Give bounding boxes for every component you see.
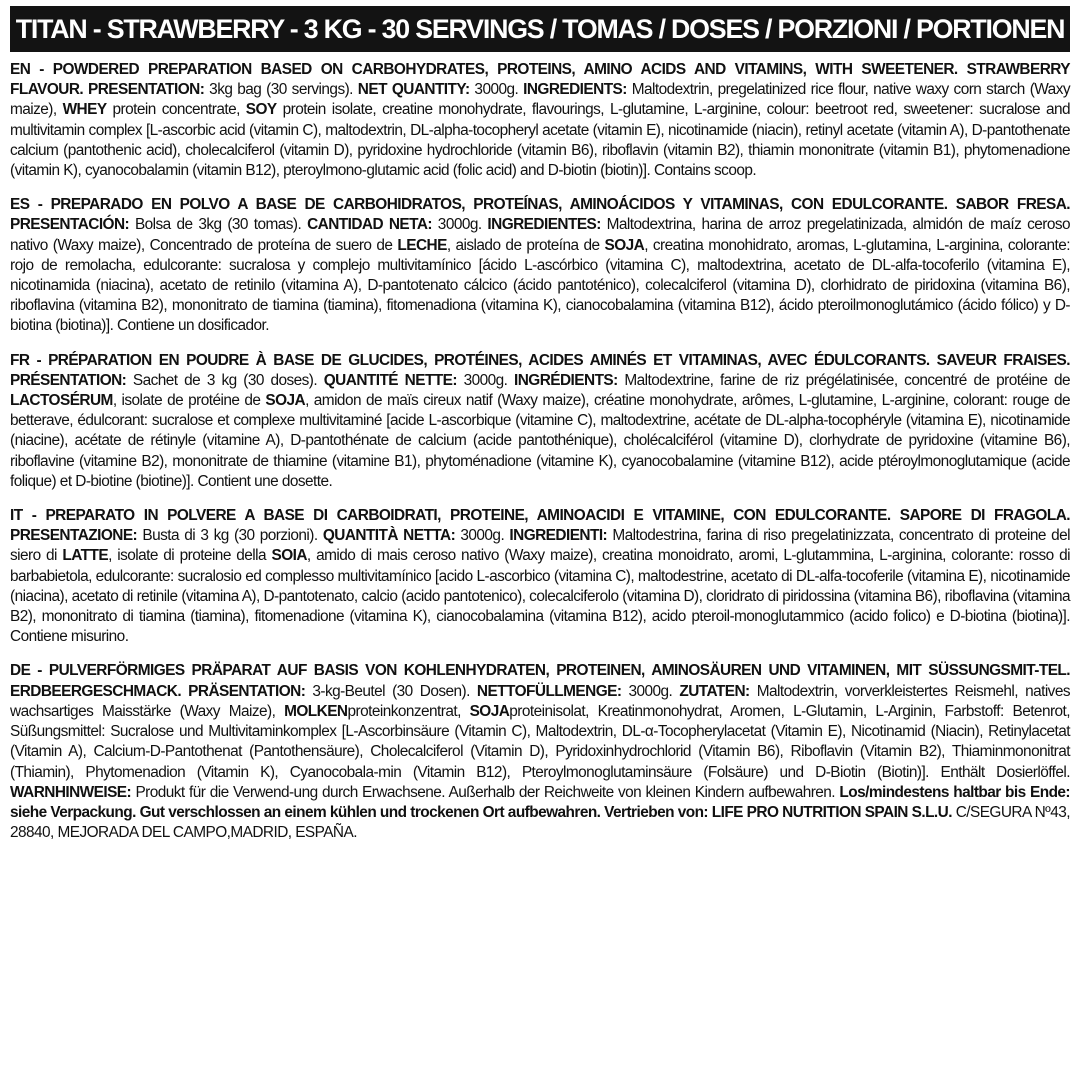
text-run: 3000g. — [455, 527, 510, 545]
text-run: , amidon de maïs cireux natif (Waxy maize), créatine monohydrate, arômes, L-glutamine, L-arginine, colorant: rouge de betterave, édulcorant: sucralose et complexe multivitaminé [acide L-ascorbique (vitamine C), maltodextrine, acétate de DL-alpha-tocophéryle (vitamina E), nicotinamide (niacine), acétate de rétinyle (vitamine A), D-pantothénate de calcium (acide pantothénique), cholécalciférol (vitamine D), clorhydrate de pyridoxine (vitamine B6), riboflavine (vitamine B2), mononitrate de thiamine (vitamine B1), phytoménadione (vitamine K), cyanocobalamine (vitamine B12), acide ptéroylmonoglutamique (acide folique) et D-biotine (biotine)]. Contient une dosette. — [10, 392, 1070, 490]
text-run: 3-kg-Beutel (30 Dosen). — [305, 682, 477, 700]
bold-text-run: FR - PRÉPARATION EN POUDRE À BASE DE GLUCIDES, PROTÉINES, ACIDES AMINÉS ET VITAMINAS, AVEC ÉDULCORANTS. SAVEUR FRAISES. PRÉSENTATION: — [10, 351, 1070, 389]
text-run: Bolsa de 3kg (30 tomas). — [129, 216, 308, 234]
bold-text-run: Los/mindestens haltbar bis Ende: siehe Verpackung. Gut verschlossen an einem kühlen und trockenen Ort aufbewahren. Vertrieben von: LIFE PRO NUTRITION SPAIN S.L.U. — [10, 783, 1071, 821]
text-run: , isolate di proteine della — [108, 547, 272, 565]
bold-text-run: CANTIDAD NETA: — [307, 216, 432, 234]
text-run: Produkt für die Verwend-ung durch Erwachsene. Außerhalb der Reichweite von kleinen Kindern aufbewahren. — [131, 783, 840, 801]
bold-text-run: ZUTATEN: — [679, 682, 750, 700]
bold-text-run: MOLKEN — [284, 702, 348, 720]
text-run: Maltodextrin, vorverkleistertes Reismehl, natives wachsartiges Maisstärke (Waxy Maize), — [10, 682, 1070, 720]
section-en — [10, 60, 1070, 181]
bold-text-run: LATTE — [62, 547, 109, 565]
text-run: , aislado de proteína de — [446, 236, 605, 254]
bold-text-run: QUANTITÀ NETTA: — [322, 527, 456, 545]
bold-text-run: SOJA — [604, 236, 645, 254]
text-run: Sachet de 3 kg (30 doses). — [126, 371, 324, 389]
bold-text-run: ES - PREPARADO EN POLVO A BASE DE CARBOHIDRATOS, PROTEÍNAS, AMINOÁCIDOS Y VITAMINAS, CON EDULCORANTE. SABOR FRESA. PRESENTACIÓN: — [10, 196, 1070, 234]
bold-text-run: QUANTITÉ NETTE: — [323, 371, 457, 389]
bold-text-run: WARNHINWEISE: — [10, 783, 132, 801]
text-run: Maltodestrina, farina di riso pregelatinizzata, concentrato di proteine del siero di — [10, 527, 1070, 565]
bold-text-run: INGRÉDIENTS: — [514, 371, 618, 389]
section-es — [10, 195, 1070, 336]
bold-text-run: LACTOSÉRUM — [10, 392, 113, 410]
bold-text-run: EN - POWDERED PREPARATION BASED ON CARBOHYDRATES, PROTEINS, AMINO ACIDS AND VITAMINS, WITH SWEETENER. STRAWBERRY FLAVOUR. PRESENTATION: — [10, 61, 1070, 99]
bold-text-run: SOJA — [265, 392, 306, 410]
text-run: protein concentrate, — [106, 101, 246, 119]
text-run: Maltodextrine, farine de riz prégélatinisée, concentré de protéine de — [617, 371, 1070, 389]
bold-text-run: SOIA — [271, 547, 307, 565]
text-run: Maltodextrin, pregelatinized rice flour, native waxy corn starch (Waxy maize), — [10, 81, 1070, 119]
bold-text-run: WHEY — [62, 101, 107, 119]
text-run: 3000g. — [456, 371, 514, 389]
text-run: protein isolate, creatine monohydrate, flavourings, L-glutamine, L-arginine, colour: beetroot red, sweetener: sucralose and multivitamin complex [L-ascorbic acid (vitamin C), maltodextrin, DL-alpha-tocopheryl acetate (vitamin E), nicotinamide (niacin), retinyl acetate (vitamin A), D-pantothenate calcium (pantothenic acid), cholecalciferol (vitamin D), pyridoxine hydrochloride (vitamin B6), riboflavin (vitamin B2), thiamin mononitrate (vitamin B1), phytomenadione (vitamin K), cyanocobalamin (vitamin B12), pteroylmono-glutamic acid (folic acid) and D-biotin (biotin)]. Contains scoop. — [10, 101, 1070, 180]
bold-text-run: NETTOFÜLLMENGE: — [476, 682, 622, 700]
section-it — [10, 506, 1070, 647]
text-run: C/SEGURA Nº43, 28840, MEJORADA DEL CAMPO,MADRID, ESPAÑA. — [10, 803, 1070, 842]
bold-text-run: NET QUANTITY: — [357, 81, 470, 99]
bold-text-run: LECHE — [397, 236, 447, 254]
text-run: 3000g. — [621, 682, 680, 700]
text-run: Maltodextrina, harina de arroz pregelatinizada, almidón de maíz ceroso nativo (Waxy maize), Concentrado de proteína de suero de — [10, 216, 1070, 254]
section-fr — [10, 351, 1070, 492]
text-run: , isolate de protéine de — [112, 392, 266, 410]
bold-text-run: INGREDIENTI: — [509, 527, 608, 545]
bold-text-run: SOJA — [469, 702, 510, 720]
text-run: Busta di 3 kg (30 porzioni). — [137, 527, 323, 545]
text-run: , amido di mais ceroso nativo (Waxy maize), creatina monoidrato, aromi, L-glutammina, L-arginina, colorante: rosso di barbabietola, edulcorante: sucralosio ed complesso multivitamínico [acido L-ascorbico (vitamina C), maltodestrine, acetato di DL-alfa-tocoferile (vitamina E), nicotinamide (niacina), acetato di retinile (vitamina A), D-pantotenato, calcio (acido pantotenico), colecalciferolo (vitamina D), cloridrato di piridossina (vitamina B6), riboflavina (vitamina B2), mononitrato di tiamina (tiamina), fitomenadione (vitamina K), cianocobalamina (vitamina B12), acido pteroil-monoglutammico (acido folico) e D-biotina (biotina)]. Contiene misurino. — [10, 547, 1071, 646]
product-title-bar — [10, 6, 1070, 52]
bold-text-run: INGREDIENTS: — [523, 81, 627, 99]
label-text-body — [10, 60, 1070, 857]
section-de — [10, 661, 1070, 843]
bold-text-run: IT - PREPARATO IN POLVERE A BASE DI CARBOIDRATI, PROTEINE, AMINOACIDI E VITAMINE, CON EDULCORANTE. SAPORE DI FRAGOLA. PRESENTAZIONE: — [10, 507, 1070, 545]
text-run: proteinkonzentrat, — [347, 702, 470, 720]
text-run: proteinisolat, Kreatinmonohydrat, Aromen, L-Glutamin, L-Arginin, Farbstoff: Betenrot, Süßungsmittel: Sucralose und Multivitaminkomplex [L-Ascorbinsäure (Vitamin C), Maltodextrin, DL-α-Tocopherylacetat (Vitamin E), Nicotinamid (Niacin), Retinylacetat (Vitamin A), Calcium-D-Pantothenat (Pantothensäure), Cholecalciferol (Vitamin D), Pyridoxinhydrochlorid (Vitamin B6), Riboflavin (Vitamin B2), Thiaminmononitrat (Thiamin), Phytomenadion (Vitamin K), Cyanocobala-min (Vitamin B12), Pteroylmonoglutaminsäure (Folsäure) und D-Biotin (Biotin)]. Enthält Dosierlöffel. — [10, 702, 1070, 781]
text-run: 3kg bag (30 servings). — [204, 81, 358, 99]
product-title: TITAN - STRAWBERRY - 3 KG - 30 SERVINGS / TOMAS / DOSES / PORZIONI / PORTIONEN — [15, 13, 1065, 44]
text-run: 3000g. — [469, 81, 524, 99]
text-run: 3000g. — [431, 216, 488, 234]
bold-text-run: SOY — [245, 101, 277, 119]
text-run: , creatina monohidrato, aromas, L-glutamina, L-arginina, colorante: rojo de remolacha, edulcorante: sucralosa y complejo multivitamínico [ácido L-ascórbico (vitamina C), maltodextrina, acetato de DL-alfa-tocoferilo (vitamina E), nicotinamida (niacina), acetato de retinilo (vitamina A), D-pantotenato cálcico (ácido pantoténico), colecalciferol (vitamina D), clorhidrato de piridoxina (vitamina B6), riboflavina (vitamina B2), mononitrato de tiamina (tiamina), fitomenadiona (vitamina K), cianocobalamina (vitamina B12), ácido pteroilmonoglutámico (ácido fólico) y D-biotina (biotina)]. Contiene un dosificador. — [10, 236, 1070, 335]
bold-text-run: DE - PULVERFÖRMIGES PRÄPARAT AUF BASIS VON KOHLENHYDRATEN, PROTEINEN, AMINOSÄUREN UND VITAMINEN, MIT SÜSSUNGSMIT-TEL. ERDBEERGESCHMACK. PRÄSENTATION: — [10, 662, 1070, 700]
bold-text-run: INGREDIENTES: — [487, 216, 601, 234]
